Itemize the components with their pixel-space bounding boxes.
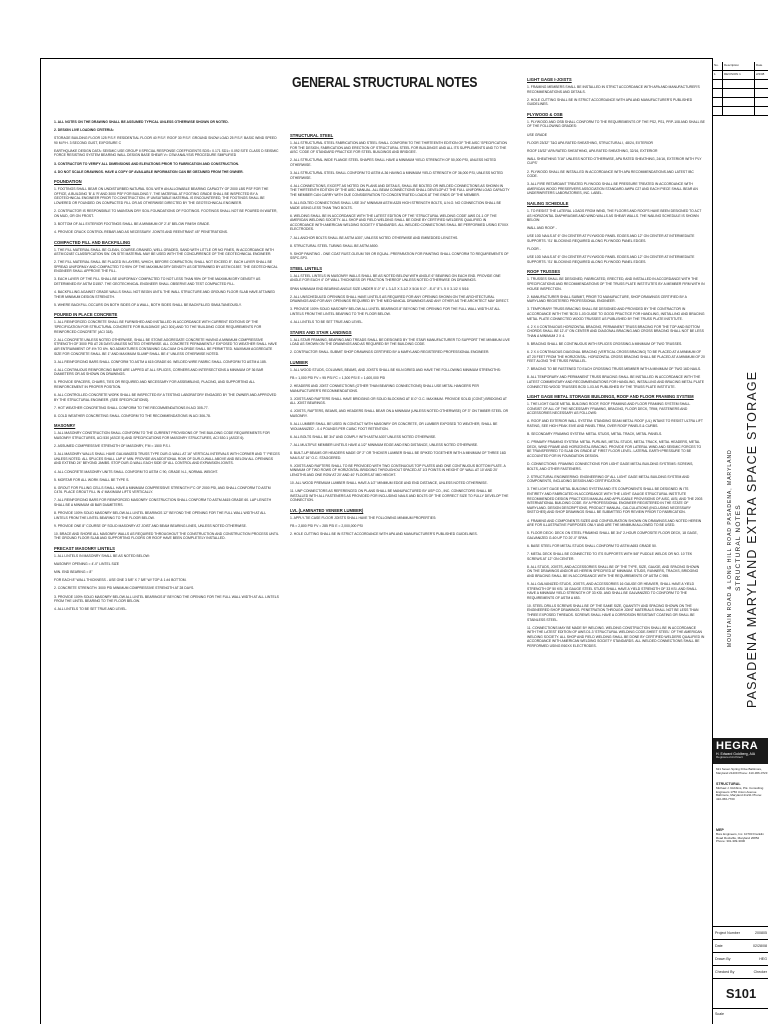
note-paragraph: 2. MANUFACTURER SHALL SUBMIT, PRIOR TO MANUFACTURE, SHOP DRAWINGS CERTIFIED BY A MARYLAND REGISTERED PROFESSIONAL ENGINEER. [527,294,687,304]
note-paragraph: 2. CONCRETE STRENGTH: 3000 PSI MINIMUM COMPRESSIVE STRENGTH AT 28 DAYS. [54,586,195,591]
section-heading: PRECAST MASONRY LINTELS [54,546,115,552]
note-paragraph: 1. PLYWOOD AND OSB SHALL CONFORM TO THE REQUIREMENTS OF THE PS2, PS1, PRP-108 AND SHALL BE OF THE FOLLOWING GRADES: [527,119,705,129]
note-paragraph: 2. HOLE CUTTING SHALL BE IN STRICT ACCORDANCE WITH APA AND MANUFACTURER'S PUBLISHED GUIDELINES. [290,532,478,537]
note-paragraph: 6. ALL CONTROLLED CONCRETE WORK SHALL BE INSPECTED BY A TESTING LABORATORY ENGAGED BY THE OWNER AND APPROVED BY THE STRUCTURAL ENGINEER. (SEE SPECIFICATIONS). [54,393,277,402]
mep-label: MEP [716,828,724,832]
sheet-number: S101 [713,978,768,1009]
page-title: GENERAL STRUCTURAL NOTES [292,74,478,91]
structural-consultant [716,782,768,801]
info-value: Checker [753,970,767,974]
section-heading: STRUCTURAL STEEL [290,133,334,138]
firm-address: 621 Seven Spring Drive Baltimore, Maryland 21209 Phone: 410-366-0723 [716,767,768,775]
note-paragraph: 6. GROUT FOR FILLING CELLS SHALL HAVE A MINIMUM COMPRESSIVE STRENGTH F'C OF 2000 PSI, AND SHALL CONFORM TO ASTM C476. PLACE GROUT FILL IN 4' MAXIMUM LIFTS VERTICALLY. [54,485,271,495]
note-paragraph: 7. ALL ANCHOR BOLTS SHALL BE ASTM A307, UNLESS NOTED OTHERWISE AND EMBEDDED LENGTHS. [290,235,459,240]
note-paragraph: 1. ALL LINTELS IN MASONRY SHALL BE AS NOTED BELOW: [54,554,150,559]
note-paragraph: 3. JOISTS AND RAFTERS SHALL HAVE BRIDGING OR SOLID BLOCKING AT 8'-0" O.C. MAXIMUM. PROVIDE SOLID (CONT.) BRIDGING AT ALL JOIST BEARINGS. [290,396,507,406]
section-heading: LUMBER [290,359,308,365]
note-paragraph: 8. PROVIDE 100% SOLID MASONRY BELOW ALL LINTEL BEARINGS 12" BEYOND THE OPENING FOR THE FULL WALL WIDTH AT ALL LINTELS FROM THE LINTEL BEARING TO THE FLOOR BELOW. [54,511,267,520]
note-paragraph: 2. HEADERS AND JOIST CONNECTIONS (OTHER THAN BEARING CONNECTIONS) SHALL USE METAL HANGERS PER MANUFACTURER'S RECOMMENDATIONS. [290,384,479,393]
note-paragraph: D. CONNECTIONS: FRAMING CONNECTIONS FOR LIGHT GAGE METAL BUILDING SYSTEMS: SCREWS, BOLTS, AND OTHER FASTENERS. [527,462,694,471]
note-paragraph: 10. STEEL DRILLS SCREWS SHALL BE OF THE SAME SIZE, QUANTITY AND SPACING SHOWN ON THE ENGINEERED SHOP DRAWINGS. PENETRATION THROUGH JOINT MATERIALS SHALL NOT BE LESS THAN THREE EXPOSED THREADS. SCREWS SHALL HAVE A CORROSION RESISTANT COATING OR SHALL BE STAINLESS STEEL. [527,603,699,622]
note-paragraph: 1. ALL WOOD STUDS, COLUMNS, BEAMS, AND JOISTS SHALL BE KILN DRIED AND HAVE THE FOLLOWING MINIMUM STRENGTHS: [290,367,501,372]
structural-label: STRUCTURAL [716,782,741,786]
note-paragraph: 3. PROVIDE 100% SOLID MASONRY BELOW ALL LINTEL BEARINGS 8" BEYOND THE OPENING FOR THE FULL WALL WIDTH AT ALL LINTELS FROM THE LINTEL BEARING TO THE FLOOR BELOW. [290,307,501,316]
note-paragraph: 3. THE LIGHT GAGE METAL BUILDING SYSTEM AND ITS COMPONENTS SHALL BE DESIGNED IN ITS ENTIRETY AND FABRICATED IN ACCORDANCE WITH THE LIGHT GAUGE STRUCTURAL INSTITUTE RECOMMENDED DESIGN PRACTICES MANUAL AND APPLICABLE PROVISIONS OF AISC, AISI, AND THE 2003 INTERNATIONAL BUILDING CODE. BY A PROFESSIONAL ENGINEER REGISTERED IN THE STATE OF MARYLAND. DESIGN DESCRIPTIONS, PRODUCT MANUAL, CALCULATIONS (INCLUDING NECESSARY SKETCHES) AND SHOP DRAWINGS SHALL BE SUBMITTED FOR REVIEW PRIOR TO FABRICATION. [527,487,703,515]
structural-text: Michael J. Robbins, P.E. Consulting Engineers 1750 Union Avenue Baltimore, Maryland 21211 Phone: 410-366-7700 [716,786,764,801]
info-row [713,940,768,953]
project-name: PASADENA MARYLAND EXTRA SPACE STORAGE [745,370,759,708]
project-address [727,408,735,688]
note-paragraph: ROOF 15/32" APA RATED SHEATHING, APA RATED SHEATHING, 32/16, EXTERIOR [527,148,658,153]
note-paragraph: 3. ALL MASONRY WALLS SHALL HAVE GALVANIZED TRUSS TYPE DUR-O-WALL AT 16" VERTICAL INTERVALS WITH CORNER AND 'T' PIECES UNLESS NOTED. ALL SPLICES SHALL LAP 6" MIN. PROVIDE AN ADDITIONAL ROW OF DUR-O-WALL ABOVE AND BELOW ALL OPENINGS AND EXTEND 24" BEYOND JAMBS. STOP DUR-O-WALL EACH SIDE OF ALL CONTROL AND EXPANSION JOINTS. [54,452,280,466]
revision-cell: REVISION 1 [723,71,755,79]
note-paragraph: 4. ALL LINTELS TO BE SET TRUE AND LEVEL. [290,320,364,325]
note-paragraph: B. SECONDARY FRAMING SYSTEM: METAL STUDS, METAL TRACK, METAL PANELS. [527,432,663,437]
project-city: PASADENA, MARYLAND [727,449,733,525]
note-paragraph: 7. BRACING TO BE FASTENED TO EACH CROSSING TRUSS MEMBER WITH A MINIMUM OF TWO 16D NAILS. [527,367,702,372]
mep-text: Bore Engineers, Inc. 10700 Franklin Road Rockville, Maryland 20852 Phone: 301-309-3000 [716,832,764,844]
revision-cell [755,80,768,88]
note-paragraph: 4. FRAMING AND COMPONENTS SIZES AND CONFIGURATION SHOWN ON DRAWINGS AND NOTED HEREIN ARE FOR ILLUSTRATIVE PURPOSES ONLY AND ARE THE MINIMUM ALLOWED TO BE USED. [527,518,702,528]
section-heading: FOUNDATION [54,179,82,185]
note-paragraph: EARTHQUAKE DESIGN DATA: SEISMIC USE GROUP II SPECIAL RESPONSE COEFFICIENTS SDS= 0.171 SD1= 0.092 SITE CLASS D SEISMIC FORCE RESISTING SYSTEM BEARING WALL DESIGN BASE SHEAR V= CSW ANALYSIS PROCEDURE SIMPLIFIED [54,148,279,158]
info-value: HEG [759,957,767,961]
firm-name: HEGRA [716,740,759,752]
firm-logo-box [713,738,768,764]
note-paragraph: 7. ALL MULTIPLE MEMBER LINTELS HAVE A 1/2" MINIMUM EDGE AND END DISTANCE, UNLESS NOTED OTHERWISE. [290,442,479,447]
revision-cell [723,107,755,115]
revision-cell [723,89,755,97]
note-paragraph: 4. PROVIDE CRACK CONTROL REBAR AND AS NECESSARY. JOINTS AND REENTRANT 45° PENETRATIONS. [54,229,228,234]
info-row [713,927,768,940]
note-paragraph: 4. DO NOT SCALE DRAWINGS. HAVE A COPY OF AVAILABLE INFORMATION CAN BE OBTAINED FROM THE OWNER. [54,169,244,174]
section-heading: STEEL LINTELS [290,265,323,271]
note-paragraph: 9. SHOP PAINTING - ONE COAT RUST-OLEUM 769 OR EQUAL. PREPARATION FOR PAINTING SHALL CONFORM TO REQUIREMENTS OF SSPC-SP3. [290,251,509,261]
note-paragraph: MASONRY OPENING = 4'-0" LINTEL SIZE [54,562,120,567]
note-paragraph: 1. THE LIGHT GAGE METAL BUILDING ROOF, ROOF FRAMING AND FLOOR FRAMING SYSTEM SHALL CONSIST OF ALL OF THE NECESSARY FRAMING, BRACING, FLOOR DECK, TRIM, FASTENERS AND ACCESSORIES NECESSARY AS FOLLOWS: [527,402,691,416]
note-paragraph: STORAGE BUILDING FLOOR 125 P.S.F. RESIDENTIAL FLOOR 40 P.S.F. ROOF 30 P.S.F. GROUND SNOW LOAD 25 P.S.F. BASIC WIND SPEED 90 M.P.H. 3 SECOND GUST, EXPOSURE C [54,136,277,145]
section-heading: POURED IN PLACE CONCRETE [54,312,118,318]
notes-column-1 [54,120,280,615]
note-paragraph: 5. PROVIDE SPACERS, CHAIRS, TIES OR REQUIRED AND NECESSARY FOR ASSEMBLING, PLACING, AND SUPPORTING ALL REINFORCEMENT IN PROPER POSITION. [54,380,255,389]
note-paragraph: 6. WELDING SHALL BE IN ACCORDANCE WITH THE LATEST EDITION OF THE 'STRUCTURAL WELDING CODE' AWS D1.1 OF THE AMERICAN WELDING SOCIETY. ALL SHOP AND FIELD WELDING SHALL BE DONE BY CERTIFIED WELDERS QUALIFIED IN ACCORDANCE WITH AMERICAN WELDING SOCIETY STANDARDS. ALL WELDED CONNECTIONS SHALL BE PERFORMED USING E70XX ELECTRODES. [290,213,509,232]
note-paragraph: 4. 2 X 4 CONTINUOUS HORIZONTAL BRACING, PERMANENT TRUSS BRACING FOR THE TOP AND BOTTOM CHORDS SHALL BE 12'-0" ON CENTER AND DIAGONAL BRACING AND CROSS BRACING SHALL NOT BE LESS THAN A MINIMUM 2 X 4. [527,324,704,338]
info-key: Drawn By [715,957,731,961]
revision-row [713,80,768,89]
note-paragraph: 1. ALL STRUCTURAL STEEL FABRICATION AND STEEL SHALL CONFORM TO THE THIRTEENTH EDITION OF THE AISC 'SPECIFICATION FOR THE DESIGN, FABRICATION AND ERECTION OF STRUCTURAL STEEL FOR BUILDINGS' AND ALL ITS SUPPLEMENTS AND TO THE AISC 'CODE OF STANDARD PRACTICE FOR STEEL BUILDINGS AND BRIDGES'. [290,141,507,155]
mep-consultant [716,828,768,844]
section-heading: MASONRY [54,423,76,429]
revision-cell [713,107,723,115]
note-paragraph: 8. ALL STUDS, JOISTS, AND ACCESSORIES SHALL BE OF THE TYPE, SIZE, GAUGE, AND SPACING SHOWN ON THE DRAWINGS AND/OR AS HEREIN SPECIFIED AT MINIMUM. STUDS, RUNNERS, TRACKS, BRIDGING AND BRACING SHALL BE IN ACCORDANCE WITH THE REQUIREMENTS OF ASTM C 955. [527,564,700,578]
note-paragraph: FLOOR 23/32" T&G APA RATED SHEATHING, STRUCTURAL I, 48/24, EXTERIOR [527,140,653,145]
note-paragraph: 11. CONNECTIONS MAY BE MADE BY WELDING. WELDING CONSTRUCTION SHALL BE IN ACCORDANCE WITH THE LATEST EDITION OF AWS D1.3 'STRUCTURAL WELDING CODE-SHEET STEEL' OF THE AMERICAN WELDING SOCIETY. ALL SHOP AND FIELD WELDING SHALL BE DONE BY CERTIFIED WELDERS QUALIFIED IN ACCORDANCE WITH AMERICAN WELDING SOCIETY STANDARDS. ALL WELDED CONNECTIONS SHALL BE PERFORMED USING E60XX ELECTRODES. [527,625,705,649]
note-paragraph: FOR EACH 8" WALL THICKNESS - USE ONE 3 5/8" X 7 5/8" W/ TOP & 1 #4 BOTTOM. [54,578,187,583]
note-paragraph: USE GRADE [527,132,547,137]
note-paragraph: FB = 1,000 PSI FV = 95 PSI FC = 1,300 PSI E = 1,600,000 PSI [290,376,386,380]
info-value: 02/28/08 [753,944,767,948]
project-title-vertical [715,370,767,708]
note-paragraph: 8. ALL TEMPORARY AND PERMANENT TRUSS BRACING SHALL BE INSTALLED IN ACCORDANCE WITH THE LATEST COMMENTARY AND RECOMMENDATIONS FOR HANDLING, INSTALLING AND BRACING METAL PLATE CONNECTED WOOD TRUSSES BCSI 1-03 AS PUBLISHED BY THE TRUSS PLATE INSTITUTE. [527,375,704,389]
note-paragraph: 6. BASE STEEL FOR METAL STUDS SHALL CONFORM TO ASTM A653 GRADE 50. [527,543,657,548]
scale-label: Scale [715,1012,724,1016]
note-paragraph: 3. CONTRACTOR TO VERIFY ALL DIMENSIONS AND ELEVATIONS PRIOR TO FABRICATION AND CONSTRUCTION. [54,161,240,166]
revision-cell [713,80,723,88]
note-paragraph: 7. METAL DECK SHALL BE CONNECTED TO ITS SUPPORTS WITH 5/8" PUDDLE WELDS OR NO. 10 TEK SCREWS AT 12" ON CENTER. [527,551,693,561]
note-paragraph: 6. ALL BOLTS SHALL BE 3/4" AND COMPLY WITH ASTM A307 UNLESS NOTED OTHERWISE. [290,434,437,439]
revision-cell [755,107,768,115]
note-paragraph: 3. ALL FIRE RETARDANT TREATED PLYWOOD SHALL BE PRESSURE TREATED IN ACCORDANCE WITH AMERICAN WOOD PRESERVERS ASSOCIATION STANDARD AWPA C27 AND EACH PIECE SHALL BEAR AN UNDERWRITERS LABORATORIES, INC. LABEL. [527,182,698,196]
note-paragraph: 1. ALL REINFORCED CONCRETE SHALL BE FURNISHED AND INSTALLED IN ACCORDANCE WITH CURRENT EDITIONS OF THE 'SPECIFICATION FOR STRUCTURAL CONCRETE FOR BUILDINGS' (ACI 301) AND TO THE 'BUILDING CODE REQUIREMENTS FOR REINFORCED CONCRETE' (ACI 318). [54,320,262,334]
section-heading: PLYWOOD & OSB [527,111,563,117]
revision-cell [755,98,768,106]
note-paragraph: 9. PROVIDE ONE 8" COURSE OF SOLID MASONRY AT JOIST AND BEAM BEARING LINES, UNLESS NOTED OTHERWISE. [54,523,247,528]
note-paragraph: USE 10D NAILS AT 6" ON CENTER AT PLYWOOD PANEL EDGES AND 12" ON CENTER AT INTERMEDIATE SUPPORTS. 'S1' BLOCKING REQUIRED ALONG PLYWOOD PANEL EDGES. [527,234,695,243]
note-paragraph: 4. ALL CONTINUOUS REINFORCING BARS ARE LAPPED AT ALL SPLICES, CORNERS AND INTERSECTIONS A MINIMUM OF 36 BAR DIAMETERS OR AS SHOWN ON DRAWINGS. [54,367,264,377]
info-key: Checked By [715,970,735,974]
note-paragraph: 2. ALL UNSCHEDULED OPENINGS SHALL HAVE LINTELS AS REQUIRED FOR ANY OPENING SHOWN ON THE ARCHITECTURAL DRAWINGS AND FOR ANY OPENINGS REQUIRED BY THE MECHANICAL DRAWINGS AND ANY OTHER AS THE ARCHITECT MAY DIRECT. [290,294,509,304]
revision-row [713,98,768,107]
note-paragraph: 11. UNP CONNECTORS AS REFERENCED ON PLANS SHALL BE MANUFACTURED BY USP CO., INC. CONNECTORS SHALL BE INSTALLED WITH ALL FASTENERS AS PROVIDED FOR INCLUDING NAILS AND BOLTS OF THE CORRECT SIZE TO FULLY DEVELOP THE CONNECTION. [290,489,509,503]
note-paragraph: 9. ALL GALVANIZED STUDS, JOISTS, AND ACCESSORIES 16 GAUGE OR HEAVIER, SHALL HAVE A YIELD STRENGTH OF 50 KSI. 18 GAUGE STEEL STUDS SHALL HAVE A YIELD STRENGTH OF 33 KSI. AND SHALL HAVE A MINIMUM YIELD STRENGTH OF 33 KSI. AND SHALL BE GALVANIZED TO CONFORM TO THE REQUIREMENTS OF ASTM A 653. [527,581,698,600]
revision-cell [713,89,723,97]
sheet-subject: STRUCTURAL NOTES [735,504,742,592]
note-paragraph: 5. ALL LUMBER SHALL BE USED IN CONTACT WITH MASONRY OR CONCRETE, OR LUMBER EXPOSED TO WEATHER, SHALL BE 'WOLMANIZED' - 0.4 POUNDS PER CUBIC FOOT RETENTION. [290,422,498,431]
note-paragraph: 7. ALL REINFORCING BARS FOR REINFORCED MASONRY CONSTRUCTION SHALL CONFORM TO ASTM A615 GRADE 60. LAP LENGTH SHALL BE A MINIMUM 48 BAR DIAMETERS. [54,498,272,507]
note-paragraph: 4. BACKFILLING AGAINST GRADE WALLS SHALL NOT BEGIN UNTIL THE WALL STRUCTURE AND GROUND FLOOR SLAB HAVE ATTAINED THEIR MINIMUM DESIGN STRENGTH. [54,290,275,299]
note-paragraph: FLOOR - [527,247,541,252]
note-paragraph: 2. CONTRACTOR IS RESPONSIBLE TO MAINTAIN DRY SOIL FOUNDATIONS OF FOOTINGS. FOOTINGS SHALL NOT BE POURED IN WATER, ON MUD, OR ON FROST. [54,209,278,218]
note-paragraph: 1. ALL STEEL LINTELS IN MASONRY WALLS SHALL BE AS NOTED BELOW WITH ANGLE 6" BEARING ON EACH END. PROVIDE ONE ANGLE FOR EACH 4" OF WALL THICKNESS OR FRACTION THEREOF UNLESS NOTED OTHERWISE ON DRAWINGS. [290,273,501,283]
section-heading: COMPACTED FILL AND BACKFILLING [54,239,131,245]
note-paragraph: 1. ALL NOTES ON THE DRAWING SHALL BE ASSUMED TYPICAL UNLESS OTHERWISE SHOWN OR NOTED. [54,120,229,124]
firm-role: Registered Architect [716,755,743,759]
note-paragraph: 4. ALL CONCRETE MASONRY UNITS SHALL CONFORM TO ASTM C 90, GRADE N-1, NORMAL WEIGHT. [54,469,219,474]
section-heading: STAIRS AND STAIR LANDINGS [290,329,352,335]
note-paragraph: 1. FRAMING MEMBERS SHALL BE INSTALLED IN STRICT ACCORDANCE WITH APA AND MANUFACTURER'S RECOMMENDATIONS AND DETAILS. [527,85,700,94]
note-paragraph: 4. JOISTS, RAFTERS, BEAMS, AND HEADERS SHALL BEAR ON A MINIMUM (UNLESS NOTED OTHERWISE) OF 3" ON TIMBER STEEL OR MASONRY. [290,409,509,419]
note-paragraph: 5. ALL BOLTED CONNECTIONS SHALL USE 3/4" MINIMUM ASTM A325 HIGH STRENGTH BOLTS, U.N.O. NO CONNECTION SHALL BE MADE USING LESS THAN TWO BOLTS. [290,200,501,210]
note-paragraph: 1. APPLY-TIE CASE FLOOR JOISTS SHALL HAVE THE FOLLOWING MINIMUM PROPERTIES: [290,515,437,520]
revision-cell: 1 [713,71,723,79]
note-paragraph: 3. PROVIDE 100% SOLID MASONRY BELOW ALL LINTEL BEARINGS 8" BEYOND THE OPENING FOR THE FULL WALL WIDTH AT ALL LINTELS FROM THE LINTEL BEARING TO THE FLOOR BELOW. [54,594,279,604]
note-paragraph: 1. ALL MASONRY CONSTRUCTION SHALL CONFORM TO THE CURRENT PROVISIONS OF THE BUILDING CODE REQUIREMENTS FOR MASONRY STRUCTURES, ACI 530 (ASCE 5) AND SPECIFICATIONS FOR MASONRY STRUCTURES, ACI 530.1 (ASCE 6). [54,431,270,441]
revision-cell [713,98,723,106]
note-paragraph: 2. ASSUMED COMPRESSIVE STRENGTH OF MASONRY, F'M = 1500 P.S.I. [54,444,171,449]
note-paragraph: 2. HOLE CUTTING SHALL BE IN STRICT ACCORDANCE WITH APA AND MANUFACTURER'S PUBLISHED GUIDELINES. [527,97,693,107]
note-paragraph: 2. STRUCTURAL ENGINEERING: ENGINEERING OF ALL LIGHT GAGE METAL BUILDING SYSTEM AND COMPONENTS, INCLUDING DESIGN AND CERTIFICATION. [527,474,690,484]
note-paragraph: 3. EACH LAYER OF THE FILL SHALL BE UNIFORMLY COMPACTED TO NOT LESS THAN 95% OF THE MAXIMUM DRY DENSITY AS DETERMINED BY ASTM D1557. THE GEOTECHNICAL ENGINEER SHALL OBSERVE AND TEST COMPACTED FILL. [54,277,261,287]
note-paragraph: 3. ALL STRUCTURAL STEEL SHALL CONFORM TO ASTM A-36 HAVING A MINIMUM YIELD STRENGTH OF 36,000 PSI, UNLESS NOTED OTHERWISE. [290,170,503,180]
note-paragraph: 1. THE FILL MATERIAL SHALL BE CLEAN, COARSE-GRAINED, WELL GRADED, SAND WITH LITTLE OR NO FINES, IN ACCORDANCE WITH ASTM D2487 CLASSIFICATION SW. ON SITE MATERIAL MAY BE USED WITH THE CONCURRENCE OF THE GEOTECHNICAL ENGINEER. [54,247,274,257]
note-paragraph: 2. PLYWOOD SHALL BE INSTALLED IN ACCORDANCE WITH APA RECOMMENDATIONS AND LATEST IBC CODE. [527,169,694,179]
note-paragraph: MIN. END BEARING = 8" [54,570,93,575]
note-paragraph: 1. ALL STAIR FRAMING, BEARING AND TREADS SHALL BE DESIGNED BY THE STAIR MANUFACTURER TO SUPPORT THE MINIMUM LIVE LOAD AS SHOWN ON THE DRAWINGS AND AS REQUIRED BY THE BUILDING CODE. [290,337,510,347]
revision-header-no: No. [713,62,723,70]
note-paragraph: 5. BRACING SHALL BE CONTINUOUS WITH SPLICES CROSSING A MINIMUM OF TWO TRUSSES. [527,341,683,346]
note-paragraph: 5. WHERE BACKFILL OCCURS ON BOTH SIDES OF A WALL, BOTH SIDES SHALL BE BACKFILLED SIMULTANEOUSLY. [54,302,242,307]
revision-header-description: Description [723,62,755,70]
note-paragraph: 6. 2 X 4 CONTINUOUS DIAGONAL BRACING (VERTICAL CROSS BRACING) TO BE PLACED AT A MINIMUM OF AT 20 FEET FROM THE HORIZONTAL. HORIZONTAL CROSS BRACING SHALL BE PLACED AT A MINIMUM OF 20 FEET ALONG THE TRUSS PARALLEL. [527,349,705,364]
note-paragraph: 3. BOTTOM OF ALL EXTERIOR FOOTINGS SHALL BE A MINIMUM OF 2'-6" BELOW FINISH GRADE. [54,221,211,226]
section-heading: LIGHT GAGE I-JOISTS [527,77,572,82]
note-paragraph: 5. FLOOR DECK: DECK ON STEEL FRAMING SHALL BE 3/4" 2-HOUR COMPOSITE FLOOR DECK, 18 GAGE, GALVANIZED G-60 UP TO 20'-0" SPAN. [527,531,698,540]
title-block [712,58,768,1024]
note-paragraph: 8. STRUCTURAL STEEL TUBING SHALL BE ASTM A500. [290,243,379,248]
revision-row [713,71,768,80]
section-heading: ROOF TRUSSES [527,269,561,275]
firm-person: H. Edward Goldberg, AIA [716,752,756,756]
revision-row [713,107,768,116]
notes-column-2 [290,128,510,540]
note-paragraph: USE 10D NAILS AT 6" ON CENTER AT PLYWOOD PANEL EDGES AND 12" ON CENTER AT INTERMEDIATE SUPPORTS. 'S1' BLOCKING REQUIRED ALONG PLYWOOD PANEL EDGES. [527,255,695,264]
revision-cell: 2/2/08 [756,72,765,76]
note-paragraph: 7. HOT WEATHER CONCRETING SHALL CONFORM TO THE RECOMMENDATIONS IN ACI 305-77. [54,405,209,410]
note-paragraph: 2. CONTRACTOR SHALL SUBMIT SHOP DRAWINGS CERTIFIED BY A MARYLAND REGISTERED PROFESSIONAL ENGINEER. [290,350,490,355]
note-paragraph: 5. MORTAR FOR ALL WORK SHALL BE TYPE S. [54,477,130,482]
note-paragraph: 10. BRACE AND SHORE ALL MASONRY WALLS AS REQUIRED THROUGHOUT THE CONSTRUCTION AND CONSTRUCTION PROCESS UNTIL THE GROUND FLOOR SLAB AND SUPPORTING FLOORS OR ROOF HAVE BEEN COMPLETELY INSTALLED. [54,531,279,541]
note-paragraph: 4. ALL CONNECTIONS, EXCEPT AS NOTED ON PLANS AND DETAILS, SHALL BE BOLTED OR WELDED CONNECTIONS AS SHOWN IN THE THIRTEENTH EDITION OF THE AISC MANUAL. ALL BEAM CONNECTIONS SHALL DEVELOP AT THE FULL UNIFORM LOAD CAPACITY THE MEMBER CAN CARRY WITH DUE CONSIDERATION TO CONCENTRATED LOADS AT THE ENDS OF THE MEMBER. [290,183,510,197]
note-paragraph: C. PRIMARY FRAMING SYSTEM: METAL PURLINS, METAL STUDS, METAL TRACK, METAL HEADERS, METAL DECK, WIND FRAME AND HORIZONTAL BRACING. PROVIDE FOR LATERAL WIND AND SEISMIC FORCES TO BE TRANSFERRED TO SLAB ON GRADE AT FIRST FLOOR LEVEL. LATERAL EARTH PRESSURE TO BE ACCOUNTED FOR IN FOUNDATION DESIGN. [527,440,702,458]
note-paragraph: 1. TRUSSES SHALL BE DESIGNED, FABRICATED, ERECTED, AND INSTALLED IN ACCORDANCE WITH THE SPECIFICATIONS AND RECOMMENDATIONS OF THE TRUSS PLATE INSTITUTE'S BY A MEMBER FIRM WITH IN HOUSE INSPECTION. [527,277,705,291]
revision-header-date: Date [756,63,763,67]
note-paragraph: 1. TO RESIST THE LATERAL LOADS FROM WIND, THE FLOORS AND ROOFS HAVE BEEN DESIGNED TO ACT AS HORIZONTAL DIAPHRAGMS AND WIND WALLS AS SHEAR WALLS. THE NAILING SCHEDULE IS SHOWN BELOW: [527,209,702,223]
info-value: 200805 [755,931,767,935]
note-paragraph: WALL SHEATHING 7/16" UNLESS NOTED OTHERWISE, APA RATED SHEATHING, 24/16, EXTERIOR WITH 'PLY CLIPS' [527,156,702,166]
note-paragraph: 2. THE FILL MATERIAL SHALL BE PLACED IN LAYERS, WHICH, BEFORE COMPACTION, SHALL NOT EXCEED 8". EACH LAYER SHALL BE SPREAD UNIFORMLY AND COMPACTED TO 95% OF THE MAXIMUM DRY DENSITY AS DETERMINED BY ASTM D1557. THE GEOTECHNICAL ENGINEER SHALL APPROVE THE FILL. [54,260,278,274]
note-paragraph: A. ROOF AND EXTERIOR WALL SYSTEM: STANDING SEAM METAL ROOF (UL) INTAKE TO RESIST ULTRA LIFT RATING, SEE HIGH PEAK EIVE AND PANEL TRIM, OVER ROOF PANELS & CURBS. [527,419,703,428]
revision-header-row [713,62,768,71]
info-key: Date [715,944,723,948]
info-key: Project Number [715,931,740,935]
note-paragraph: 8. COLD WEATHER CONCRETING SHALL CONFORM TO THE RECOMMENDATIONS IN ACI 306-78. [54,413,211,418]
note-paragraph: 3. ALL REINFORCING BARS SHALL CONFORM TO ASTM A 615 GRADE 60. WELDED WIRE FABRIC SHALL CONFORM TO ASTM A 185. [54,359,267,364]
revision-cell [755,89,768,97]
note-paragraph: 2. ALL STRUCTURAL WIDE FLANGE STEEL SHAPES SHALL HAVE A MINIMUM YIELD STRENGTH OF 50,000 PSI, UNLESS NOTED OTHERWISE. [290,158,497,167]
note-paragraph: FB = 2,800 PSI FV = 285 PSI E = 2,000,000 PSI [290,523,363,528]
section-heading: LIGHT GAGE METAL STORAGE BUILDINGS, ROOF AND FLOOR FRAMING SYSTEM [527,394,694,400]
note-paragraph: 4. ALL LINTELS TO BE SET TRUE AND LEVEL. [54,607,128,612]
info-row [713,953,768,966]
section-heading: LVL (LAMINATED VENEER LUMBER) [290,507,364,513]
section-heading: NAILING SCHEDULE [527,201,569,206]
note-paragraph: 3. TEMPORARY TRUSS BRACING SHALL BE DESIGNED AND PROVIDED BY THE CONTRACTOR IN ACCORDANCE WITH THE 'BCSI 1-03 GUIDE TO GOOD PRACTICE FOR HANDLING, INSTALLING AND BRACING METAL PLATE CONNECTED WOOD TRUSSES' AS PUBLISHED BY THE TRUSS PLATE INSTITUTE. [527,307,705,321]
revision-cell [723,98,755,106]
revision-cell [723,80,755,88]
note-paragraph: 8. BUILT-UP BEAMS OR HEADERS MADE OF 2" OR THICKER LUMBER SHALL BE SPIKED TOGETHER WITH A MINIMUM OF THREE 16D NAILS AT 16" O.C. STAGGERED. [290,451,507,460]
note-paragraph: 2. ALL CONCRETE UNLESS NOTED OTHERWISE, SHALL BE STONE AGGREGATE CONCRETE HAVING A MINIMUM COMPRESSIVE STRENGTH OF 3000 PSI AT 28 DAYS UNLESS NOTED OTHERWISE. ALL CONCRETE PERMANENTLY EXPOSED TO WEATHER SHALL HAVE AIR ENTRAINMENT OF 4% TO 6%. NO ADMIXTURES CONTAINING CALCIUM CHLORIDE SHALL BE PERMITTED. MAXIMUM AGGREGATE SIZE FOR CONCRETE SHALL BE 1" AND MAXIMUM SLUMP SHALL BE 4" UNLESS OTHERWISE NOTED. [54,337,277,356]
note-paragraph: 10. ALL WOOD PREMIUM LUMBER SHALL HAVE A 1/2" MINIMUM EDGE AND END DISTANCE, UNLESS NOTED OTHERWISE. [290,481,488,485]
note-paragraph: 9. JOISTS AND RAFTERS SHALL TO BE PROVIDED WITH TWO CONTINUOUS TOP PLATES AND ONE CONTINUOUS BOTTOM PLATE. A MINIMUM OF TWO ROWS OF HORIZONTAL BRIDGING THROUGHOUT SPACED AT 1/3 POINTS IN HEIGHT OF WALL AT 10' AND 20' LENGTHS AND ONE ROW AT 20' AND 40' FLOORS AT MID HEIGHT. [290,463,506,477]
notes-column-3 [527,72,705,652]
note-paragraph: 1. FOOTINGS SHALL BEAR ON UNDISTURBED NATURAL SOIL WITH AN ALLOWABLE BEARING CAPACITY OF 2000 LBS PSF FOR THE OFFICE, A BUILDING 'B' & 'R' AND 3000 PSF FOR BUILDING 'I'. THE MATERIAL AT FOOTING GRADE SHALL BE INSPECTED BY A GEOTECHNICAL ENGINEER PRIOR TO CONSTRUCTION. IF UNSUITABLE MATERIAL IS ENCOUNTERED, THE FOOTINGS SHALL BE LOWERED OR FOUNDED ON COMPACTED FILL OR AS OTHERWISE DIRECTED BY THE GEOTECHNICAL ENGINEER. [54,187,269,206]
revision-row [713,89,768,98]
note-paragraph: 2. DESIGN LIVE LOADING CRITERIA: [54,128,114,133]
project-address-line: MOUNTAIN ROAD & LONG HILL ROAD [727,526,733,647]
note-paragraph: SPAN MINIMUM END BEARING ANGLE SIZE UNDER 5'-0" 6" L 3-1/2 X 3-1/2 X 5/16 5'-0" - 8'-0" 8" L 5 X 3-1/2 X 5/16 [290,286,469,291]
note-paragraph: WALL AND ROOF - [527,226,557,231]
revision-table [713,62,768,116]
project-info-table [713,926,768,979]
